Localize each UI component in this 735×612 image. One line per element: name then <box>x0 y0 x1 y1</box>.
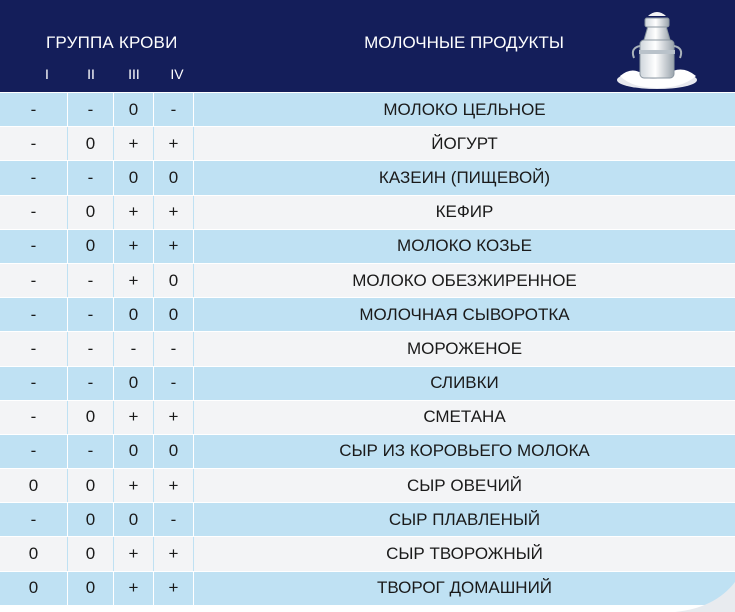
compat-cell-group-1: - <box>0 503 68 536</box>
compat-cell-group-2: - <box>68 367 114 400</box>
compat-cell-group-2: 0 <box>68 503 114 536</box>
product-name: СМЕТАНА <box>423 407 506 427</box>
blood-group-title: ГРУППА КРОВИ <box>46 33 178 52</box>
compat-cell-group-3: 0 <box>114 367 154 400</box>
product-name: МОРОЖЕНОЕ <box>406 338 523 358</box>
compat-cell-group-4: - <box>154 367 194 400</box>
compat-cell-group-4: + <box>154 230 194 263</box>
compat-cell-group-2: - <box>68 435 114 468</box>
compat-cell-group-2: 0 <box>68 572 114 605</box>
table-row <box>0 367 735 401</box>
compat-cell-group-2: - <box>68 93 114 126</box>
compat-cell-group-2: 0 <box>68 537 114 570</box>
product-name: СЛИВКИ <box>430 373 499 393</box>
table-row <box>0 161 735 195</box>
compat-cell-group-2: 0 <box>68 401 114 434</box>
compat-cell-group-1: - <box>0 230 68 263</box>
product-name: ТВОРОГ ДОМАШНИЙ <box>376 578 553 598</box>
compat-cell-group-1: - <box>0 401 68 434</box>
compat-cell-group-3: + <box>114 127 154 160</box>
product-name: КЕФИР <box>435 202 494 222</box>
compat-cell-group-3: 0 <box>114 298 154 331</box>
compat-cell-group-1: 0 <box>0 537 68 570</box>
compat-cell-group-1: - <box>0 93 68 126</box>
group-i-label: I <box>45 66 49 82</box>
compat-cell-group-4: - <box>154 93 194 126</box>
compat-cell-group-2: - <box>68 298 114 331</box>
table-header <box>0 0 735 92</box>
table-row <box>0 230 735 264</box>
table-row <box>0 401 735 435</box>
compat-cell-group-4: + <box>154 401 194 434</box>
group-iv-label: IV <box>170 66 184 82</box>
compat-cell-group-2: - <box>68 332 114 365</box>
compat-cell-group-1: - <box>0 264 68 297</box>
group-ii-label: II <box>87 66 95 82</box>
compat-cell-group-3: + <box>114 264 154 297</box>
compat-cell-group-3: + <box>114 537 154 570</box>
page-curl-icon <box>675 582 735 612</box>
compat-cell-group-1: - <box>0 196 68 229</box>
product-name: КАЗЕИН (ПИЩЕВОЙ) <box>378 167 551 187</box>
compat-cell-group-2: 0 <box>68 469 114 502</box>
compat-cell-group-3: + <box>114 230 154 263</box>
product-name: МОЛОКО КОЗЬЕ <box>397 236 532 256</box>
compat-cell-group-2: - <box>68 264 114 297</box>
table-row <box>0 503 735 537</box>
compat-cell-group-4: 0 <box>154 264 194 297</box>
product-name: СЫР ТВОРОЖНЫЙ <box>386 544 543 564</box>
compat-cell-group-3: - <box>114 332 154 365</box>
table-row <box>0 264 735 298</box>
compat-cell-group-3: 0 <box>114 93 154 126</box>
compat-cell-group-4: + <box>154 469 194 502</box>
product-name: МОЛОКО ЦЕЛЬНОЕ <box>383 99 546 119</box>
table-row <box>0 332 735 366</box>
table-row <box>0 572 735 606</box>
compat-cell-group-4: - <box>154 503 194 536</box>
table-row <box>0 435 735 469</box>
compat-cell-group-1: - <box>0 332 68 365</box>
compat-cell-group-3: + <box>114 469 154 502</box>
compat-cell-group-1: - <box>0 367 68 400</box>
compat-cell-group-1: - <box>0 298 68 331</box>
product-name: СЫР ИЗ КОРОВЬЕГО МОЛОКА <box>339 441 590 461</box>
product-name: МОЛОЧНАЯ СЫВОРОТКА <box>359 304 570 324</box>
compat-cell-group-4: - <box>154 332 194 365</box>
compat-cell-group-2: - <box>68 161 114 194</box>
compat-cell-group-3: 0 <box>114 503 154 536</box>
compat-cell-group-4: + <box>154 127 194 160</box>
product-name: МОЛОКО ОБЕЗЖИРЕННОЕ <box>352 270 577 290</box>
table-row <box>0 127 735 161</box>
group-iii-label: III <box>128 66 140 82</box>
compat-cell-group-3: + <box>114 401 154 434</box>
compat-cell-group-4: 0 <box>154 435 194 468</box>
compat-cell-group-4: 0 <box>154 298 194 331</box>
compat-cell-group-4: 0 <box>154 161 194 194</box>
product-name: СЫР ПЛАВЛЕНЫЙ <box>388 509 541 529</box>
table-row <box>0 298 735 332</box>
compat-cell-group-3: + <box>114 572 154 605</box>
product-name: ЙОГУРТ <box>431 133 498 153</box>
compat-cell-group-1: 0 <box>0 469 68 502</box>
compat-cell-group-2: 0 <box>68 230 114 263</box>
compat-cell-group-1: - <box>0 127 68 160</box>
compat-cell-group-3: 0 <box>114 161 154 194</box>
milk-can-icon <box>612 6 702 92</box>
compat-cell-group-1: - <box>0 435 68 468</box>
compat-cell-group-2: 0 <box>68 196 114 229</box>
compat-cell-group-3: 0 <box>114 435 154 468</box>
dairy-rows <box>0 93 735 606</box>
compat-cell-group-2: 0 <box>68 127 114 160</box>
product-name: СЫР ОВЕЧИЙ <box>406 475 523 495</box>
table-row <box>0 469 735 503</box>
compat-cell-group-4: + <box>154 196 194 229</box>
compat-cell-group-4: + <box>154 572 194 605</box>
table-row <box>0 537 735 571</box>
compat-cell-group-1: - <box>0 161 68 194</box>
table-row <box>0 93 735 127</box>
compat-cell-group-1: 0 <box>0 572 68 605</box>
compat-cell-group-4: + <box>154 537 194 570</box>
table-row <box>0 196 735 230</box>
compat-cell-group-3: + <box>114 196 154 229</box>
dairy-products-title: МОЛОЧНЫЕ ПРОДУКТЫ <box>364 33 564 52</box>
